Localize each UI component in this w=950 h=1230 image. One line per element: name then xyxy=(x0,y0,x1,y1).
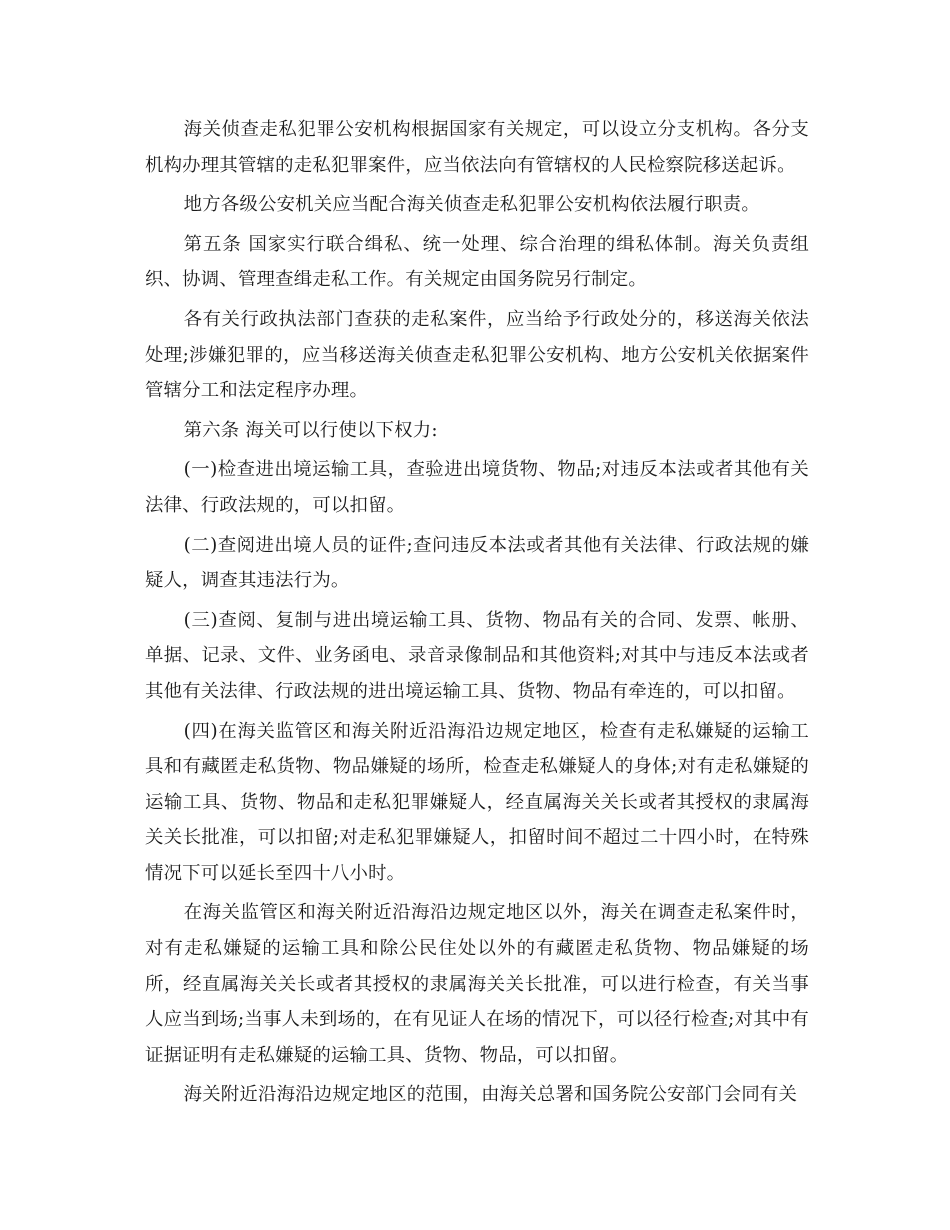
paragraph-item-4: (四)在海关监管区和海关附近沿海沿边规定地区，检查有走私嫌疑的运输工具和有藏匿走私货物、物品嫌疑的场所，检查走私嫌疑人的身体;对有走私嫌疑的运输工具、货物、物品和走私犯罪嫌疑人，经直属海关关长或者其授权的隶属海关关长批准，可以扣留;对走私犯罪嫌疑人，扣留时间不超过二十四小时，在特殊情况下可以延长至四十八小时。 xyxy=(145,720,809,884)
paragraph-item-1: (一)检查进出境运输工具，查验进出境货物、物品;对违反本法或者其他有关法律、行政法规的，可以扣留。 xyxy=(145,459,809,516)
paragraph-item-3: (三)查阅、复制与进出境运输工具、货物、物品有关的合同、发票、帐册、单据、记录、文件、业务函电、录音录像制品和其他资料;对其中与违反本法或者其他有关法律、行政法规的进出境运输工具、货物、物品有牵连的，可以扣留。 xyxy=(145,609,809,702)
paragraph-10: 在海关监管区和海关附近沿海沿边规定地区以外，海关在调查走私案件时，对有走私嫌疑的运输工具和除公民住处以外的有藏匿走私货物、物品嫌疑的场所，经直属海关关长或者其授权的隶属海关关长批准，可以进行检查，有关当事人应当到场;当事人未到场的，在有见证人在场的情况下，可以径行检查;对其中有证据证明有走私嫌疑的运输工具、货物、物品，可以扣留。 xyxy=(145,902,809,1066)
paragraph-article-6: 第六条 海关可以行使以下权力: xyxy=(183,419,438,441)
document-body xyxy=(145,112,809,1117)
paragraph-article-5: 第五条 国家实行联合缉私、统一处理、综合治理的缉私体制。海关负责组织、协调、管理查缉走私工作。有关规定由国务院另行制定。 xyxy=(145,233,809,291)
paragraph-4: 各有关行政执法部门查获的走私案件，应当给予行政处分的，移送海关依法处理;涉嫌犯罪的，应当移送海关侦查走私犯罪公安机构、地方公安机关依据案件管辖分工和法定程序办理。 xyxy=(145,308,809,402)
paragraph-1: 海关侦查走私犯罪公安机构根据国家有关规定，可以设立分支机构。各分支机构办理其管辖的走私犯罪案件，应当依法向有管辖权的人民检察院移送起诉。 xyxy=(145,119,809,176)
paragraph-11: 海关附近沿海沿边规定地区的范围，由海关总署和国务院公安部门会同有关 xyxy=(183,1084,798,1106)
paragraph-item-2: (二)查阅进出境人员的证件;查问违反本法或者其他有关法律、行政法规的嫌疑人，调查其违法行为。 xyxy=(145,534,809,592)
paragraph-2: 地方各级公安机关应当配合海关侦查走私犯罪公安机构依法履行职责。 xyxy=(183,194,760,216)
